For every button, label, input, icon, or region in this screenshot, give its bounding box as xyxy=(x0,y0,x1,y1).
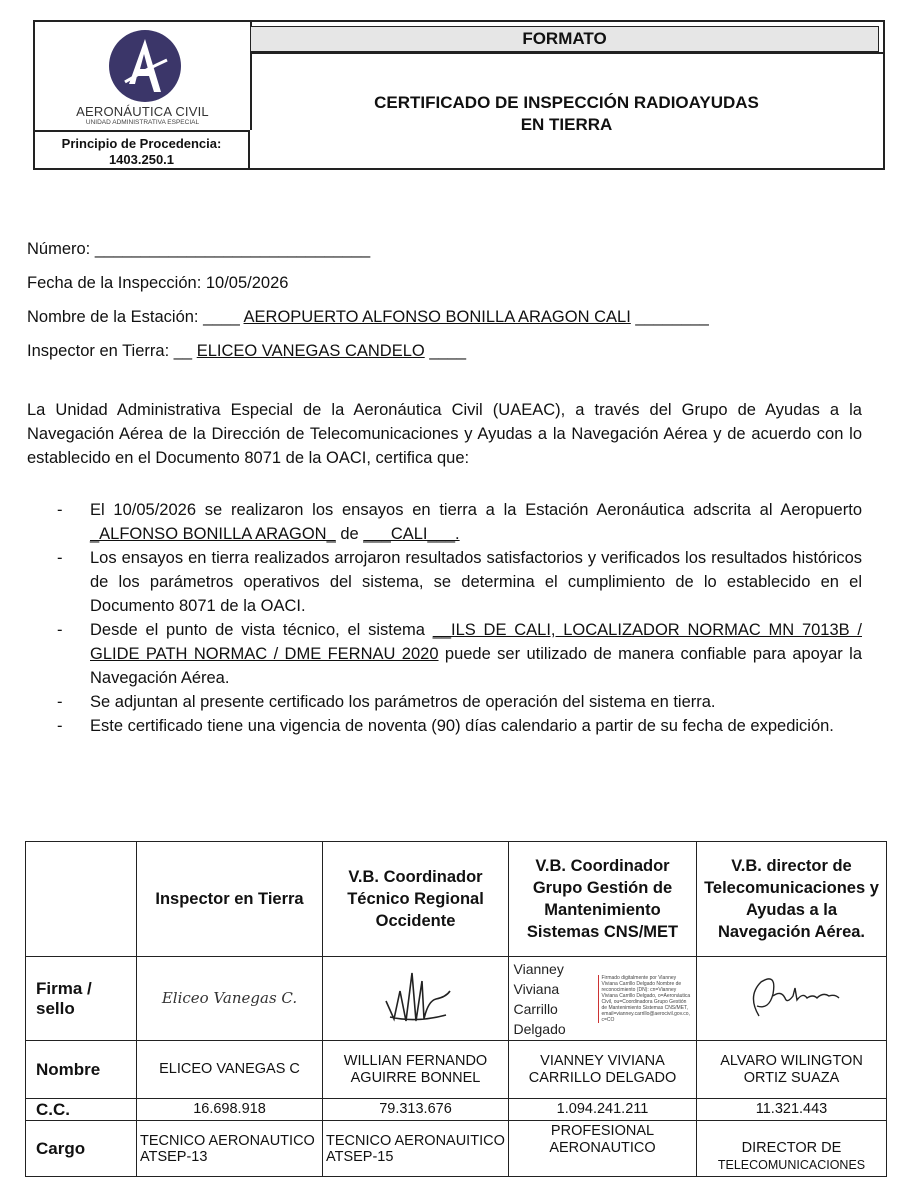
numero-label: Número: xyxy=(27,240,91,258)
cargo-coordinador-regional: TECNICO AERONAUITICO ATSEP-15 xyxy=(323,1121,509,1177)
table-row xyxy=(26,957,887,1041)
logo-a-icon xyxy=(109,30,181,102)
row-label-firma: Firma / sello xyxy=(26,957,137,1041)
digital-signature-name: Vianney Viviana Carrillo Delgado xyxy=(513,960,566,1037)
procedence-code: 1403.250.1 xyxy=(108,152,175,167)
inspector-pre: __ xyxy=(173,342,193,360)
bullet-1-text: El 10/05/2026 se realizaron los ensayos en tierra a la Estación Aeronáutica adscrita al Aeropuerto xyxy=(90,501,862,519)
estacion-post: ________ xyxy=(635,308,709,326)
table-row xyxy=(26,1121,887,1177)
bullet-1-city: ___CALI___. xyxy=(363,525,460,543)
fecha-label: Fecha de la Inspección: xyxy=(27,274,202,292)
signature-coordinador-cns xyxy=(509,957,697,1041)
row-label-cargo: Cargo xyxy=(26,1121,137,1177)
handwritten-signature-icon xyxy=(376,961,456,1031)
procedence-box xyxy=(35,130,250,170)
inspector-field xyxy=(27,342,466,361)
col-header-coordinador-cns: V.B. Coordinador Grupo Gestión de Mantenimiento Sistemas CNS/MET xyxy=(509,842,697,957)
intro-paragraph: La Unidad Administrativa Especial de la Aeronáutica Civil (UAEAC), a través del Grupo de Ayudas a la Navegación Aérea de la Dirección de Telecomunicaciones y Ayudas a la Navegación Aérea y de acuerdo con lo establecido en el Documento 8071 de la OACI, certifica que: xyxy=(27,401,862,467)
cc-coordinador-regional: 79.313.676 xyxy=(323,1099,509,1121)
nombre-coordinador-cns: VIANNEY VIVIANA CARRILLO DELGADO xyxy=(509,1041,697,1099)
signature-coordinador-regional xyxy=(323,957,509,1041)
bullet-3-system: __ILS DE CALI, LOCALIZADOR NORMAC MN 7013B / GLIDE PATH NORMAC / DME FERNAU 2020 xyxy=(90,621,862,663)
list-item: - Este certificado tiene una vigencia de noventa (90) días calendario a partir de su fecha de expedición. xyxy=(27,714,862,738)
estacion-pre: ____ xyxy=(203,308,240,326)
bullet-1-de: de xyxy=(335,525,364,543)
handwritten-signature-icon xyxy=(737,966,847,1026)
cc-director: 11.321.443 xyxy=(697,1099,887,1121)
row-label-cc: C.C. xyxy=(26,1099,137,1121)
bullet-3-text: Desde el punto de vista técnico, el sistema xyxy=(90,621,433,639)
format-label: FORMATO xyxy=(250,26,879,52)
estacion-field xyxy=(27,308,709,327)
estacion-value: AEROPUERTO ALFONSO BONILLA ARAGON CALI xyxy=(243,308,631,326)
bullet-3-text-end: puede ser utilizado de manera confiable para apoyar la Navegación Aérea. xyxy=(90,645,862,687)
row-label-nombre: Nombre xyxy=(26,1041,137,1099)
aerocivil-logo xyxy=(109,30,181,102)
title-line-2: EN TIERRA xyxy=(520,115,613,134)
document-title xyxy=(250,52,883,168)
list-item xyxy=(27,618,862,690)
cargo-inspector: TECNICO AERONAUTICO ATSEP-13 xyxy=(137,1121,323,1177)
cc-coordinador-cns: 1.094.241.211 xyxy=(509,1099,697,1121)
cargo-coordinador-cns: PROFESIONAL AERONAUTICO xyxy=(509,1121,697,1177)
document-header xyxy=(33,20,885,170)
col-header-director: V.B. director de Telecomunicaciones y Ayudas a la Navegación Aérea. xyxy=(697,842,887,957)
numero-value: ______________________________ xyxy=(94,240,371,258)
list-item: - Se adjuntan al presente certificado los parámetros de operación del sistema en tierra. xyxy=(27,690,862,714)
cargo-director xyxy=(697,1121,887,1177)
nombre-inspector: ELICEO VANEGAS C xyxy=(137,1041,323,1099)
cargo-director-line-1: DIRECTOR DE xyxy=(741,1140,842,1156)
col-header-inspector: Inspector en Tierra xyxy=(137,842,323,957)
fecha-value: 10/05/2026 xyxy=(205,274,289,292)
cc-inspector: 16.698.918 xyxy=(137,1099,323,1121)
list-item xyxy=(27,498,862,546)
cargo-director-line-2: TELECOMUNICACIONES xyxy=(717,1158,866,1172)
inspector-label: Inspector en Tierra: xyxy=(27,342,170,360)
title-line-1: CERTIFICADO DE INSPECCIÓN RADIOAYUDAS xyxy=(374,93,759,112)
col-header-coordinador-regional: V.B. Coordinador Técnico Regional Occidente xyxy=(323,842,509,957)
estacion-label: Nombre de la Estación: xyxy=(27,308,199,326)
table-row xyxy=(26,1099,887,1121)
logo-subtitle: UNIDAD ADMINISTRATIVA ESPECIAL xyxy=(85,119,200,126)
bullet-1-airport: _ALFONSO BONILLA ARAGON_ xyxy=(90,525,336,543)
fecha-field xyxy=(27,274,288,293)
procedence-label: Principio de Procedencia: xyxy=(61,136,222,151)
empty-corner-cell xyxy=(26,842,137,957)
digital-signature-note: Firmado digitalmente por Vianney Viviana Carrillo Delgado Nombre de reconocimiento (DN): cn=Vianney Viviana Carrillo Delgado, o=Aeronáutica Civil, ou=Coordinadora Grupo Gestión de Mantenimiento Sistemas CNS/MET, email=vianney.carrillo@aerocivil.gov.co, c=CO xyxy=(598,975,692,1023)
table-row xyxy=(26,842,887,957)
inspector-post: ____ xyxy=(429,342,467,360)
numero-field xyxy=(27,240,370,259)
logo-cell xyxy=(35,22,252,130)
signature-table xyxy=(25,841,887,1177)
signature-inspector-text: Eliceo Vanegas C. xyxy=(161,989,298,1007)
list-item: - Los ensayos en tierra realizados arrojaron resultados satisfactorios y verificados los resultados históricos de los parámetros operativos del sistema, se determina el cumplimiento de lo establecido en el Documento 8071 de la OACI. xyxy=(27,546,862,618)
inspector-value: ELICEO VANEGAS CANDELO xyxy=(196,342,425,360)
signature-inspector xyxy=(137,957,323,1041)
nombre-coordinador-regional: WILLIAN FERNANDO AGUIRRE BONNEL xyxy=(323,1041,509,1099)
logo-name: AERONÁUTICA CIVIL xyxy=(76,104,209,119)
signature-director xyxy=(697,957,887,1041)
nombre-director: ALVARO WILINGTON ORTIZ SUAZA xyxy=(697,1041,887,1099)
certification-list xyxy=(27,498,862,738)
table-row xyxy=(26,1041,887,1099)
